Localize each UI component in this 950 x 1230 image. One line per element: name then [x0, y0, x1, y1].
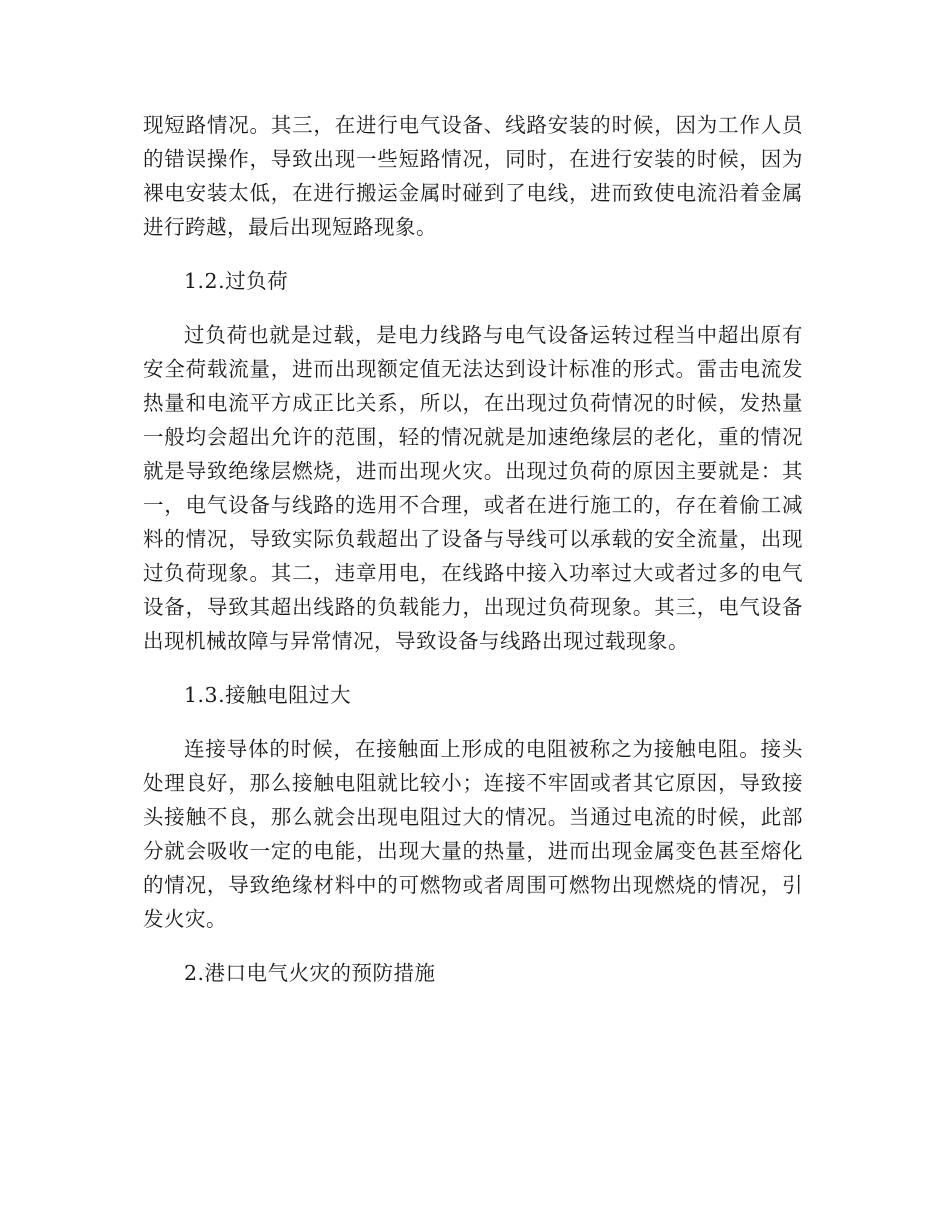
paragraph-spacer	[143, 244, 803, 264]
paragraph-spacer	[143, 936, 803, 956]
paragraph-spacer	[143, 658, 803, 678]
section-heading-contact-resistance: 1.3.接触电阻过大	[184, 683, 352, 707]
paragraph-short-circuit-causes: 现短路情况。其三，在进行电气设备、线路安装的时候，因为工作人员的错误操作，导致出现一些短路情况，同时，在进行安装的时候，因为裸电安装太低，在进行搬运金属时碰到了电线，进而致使电流沿着金属进行跨越，最后出现短路现象。	[143, 113, 803, 239]
section-heading-prevention-measures: 2.港口电气火灾的预防措施	[184, 961, 436, 985]
section-heading-overload: 1.2.过负荷	[184, 269, 289, 293]
paragraph-overload: 过负荷也就是过载，是电力线路与电气设备运转过程当中超出原有安全荷载流量，进而出现额定值无法达到设计标准的形式。雷击电流发热量和电流平方成正比关系，所以，在出现过负荷情况的时候，发热量一般均会超出允许的范围，轻的情况就是加速绝缘层的老化，重的情况就是导致绝缘层燃烧，进而出现火灾。出现过负荷的原因主要就是：其一，电气设备与线路的选用不合理，或者在进行施工的，存在着偷工减料的情况，导致实际负载超出了设备与导线可以承载的安全流量，出现过负荷现象。其二，违章用电，在线路中接入功率过大或者过多的电气设备，导致其超出线路的负载能力，出现过负荷现象。其三，电气设备出现机械故障与异常情况，导致设备与线路出现过载现象。	[143, 323, 803, 653]
paragraph-spacer	[143, 712, 803, 732]
document-body	[143, 108, 803, 990]
paragraph-contact-resistance: 连接导体的时候，在接触面上形成的电阻被称之为接触电阻。接头处理良好，那么接触电阻就比较小；连接不牢固或者其它原因，导致接头接触不良，那么就会出现电阻过大的情况。当通过电流的时候，此部分就会吸收一定的电能，出现大量的热量，进而出现金属变色甚至熔化的情况，导致绝缘材料中的可燃物或者周围可燃物出现燃烧的情况，引发火灾。	[143, 737, 803, 931]
paragraph-spacer	[143, 298, 803, 318]
